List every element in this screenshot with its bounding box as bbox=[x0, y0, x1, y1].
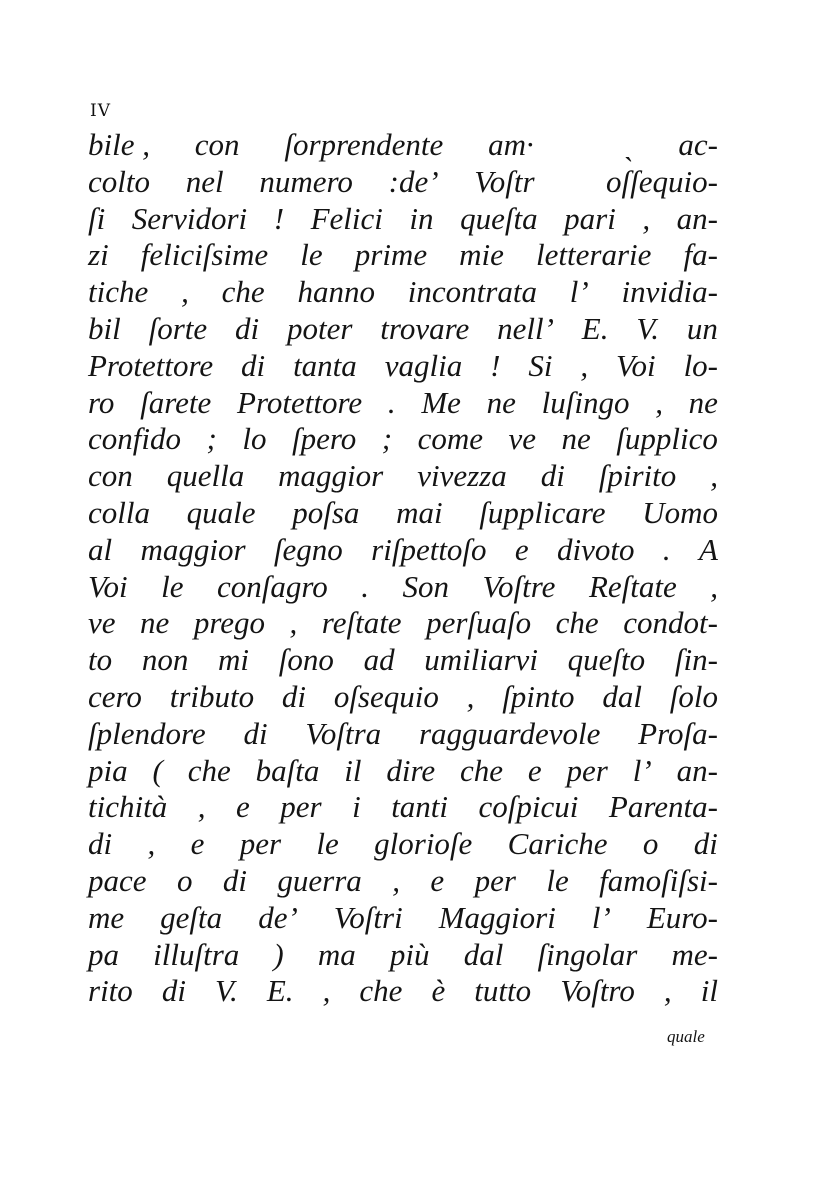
word: ſolo bbox=[669, 678, 718, 714]
word: vivezza bbox=[417, 458, 507, 494]
word: ſono bbox=[278, 642, 334, 678]
word: hanno bbox=[297, 274, 375, 310]
word: ſplendore bbox=[88, 715, 206, 751]
word: illuſtra bbox=[153, 936, 240, 972]
word: , bbox=[655, 384, 663, 420]
word: Felici bbox=[310, 200, 383, 236]
word: Son bbox=[402, 568, 450, 604]
word: ˎ bbox=[623, 127, 634, 162]
word: , bbox=[289, 605, 298, 641]
text-line bbox=[88, 348, 718, 385]
word: , bbox=[392, 862, 400, 898]
word: di bbox=[243, 715, 268, 751]
word: un bbox=[686, 310, 718, 346]
word: A bbox=[699, 531, 718, 567]
word: in bbox=[409, 200, 434, 236]
word: tichità bbox=[88, 789, 168, 825]
word: ſin- bbox=[674, 642, 718, 678]
word: che bbox=[187, 752, 231, 788]
word: divoto bbox=[557, 531, 635, 567]
word: l’ bbox=[591, 899, 611, 935]
word: di bbox=[88, 826, 113, 862]
word: dire bbox=[386, 752, 436, 788]
word: feliciſsime bbox=[140, 237, 269, 273]
word: . bbox=[387, 384, 396, 420]
word: le bbox=[546, 862, 569, 898]
text-line bbox=[88, 863, 718, 900]
word: ſorte bbox=[148, 310, 208, 346]
word: ) bbox=[273, 936, 284, 972]
word: l’ bbox=[632, 752, 652, 788]
word: Euro- bbox=[646, 899, 718, 935]
word: reſtate bbox=[321, 605, 402, 641]
word: bile , bbox=[88, 127, 150, 162]
word: le bbox=[300, 237, 323, 273]
word: o bbox=[176, 862, 193, 898]
word: conſagro bbox=[217, 568, 328, 604]
word: letterarie bbox=[536, 237, 652, 273]
word: pa bbox=[88, 936, 119, 972]
word: ac- bbox=[678, 127, 718, 162]
word: lo- bbox=[683, 347, 718, 383]
word: come bbox=[417, 421, 483, 457]
word: tributo bbox=[169, 678, 255, 714]
word: tiche bbox=[88, 274, 149, 310]
word: Voſtra bbox=[305, 715, 382, 751]
word: ad bbox=[363, 642, 395, 678]
word: ve bbox=[508, 421, 537, 457]
text-line bbox=[88, 127, 718, 164]
word: riſpettoſo bbox=[371, 531, 487, 567]
word: o bbox=[642, 826, 659, 862]
word: , bbox=[147, 826, 156, 862]
word: Uomo bbox=[642, 494, 718, 530]
catchword: quale bbox=[667, 1027, 705, 1046]
word: dal bbox=[463, 936, 504, 972]
word: tanta bbox=[293, 347, 357, 383]
body-text bbox=[88, 127, 718, 1010]
word: , bbox=[663, 973, 672, 1009]
word: famoſiſsi- bbox=[599, 862, 718, 898]
text-line bbox=[88, 642, 718, 679]
word: Voſtre bbox=[482, 568, 556, 604]
word: ve bbox=[88, 605, 116, 641]
word: coſpicui bbox=[478, 789, 579, 825]
text-line bbox=[88, 679, 718, 716]
text-line bbox=[88, 937, 718, 974]
text-line bbox=[88, 826, 718, 863]
word: ſpirito bbox=[598, 458, 677, 494]
word: è bbox=[431, 973, 446, 1009]
word: ro bbox=[88, 384, 115, 420]
text-line bbox=[88, 789, 718, 826]
word: poter bbox=[287, 310, 353, 346]
word: de’ bbox=[258, 899, 298, 935]
word: Voi bbox=[616, 347, 656, 383]
word: pia bbox=[88, 752, 128, 788]
word: le bbox=[316, 826, 339, 862]
word: lo bbox=[242, 421, 267, 457]
word: ſorprendente bbox=[284, 127, 444, 162]
word: più bbox=[389, 936, 430, 972]
word: che bbox=[460, 752, 504, 788]
word: , bbox=[322, 973, 331, 1009]
word: nel bbox=[185, 163, 224, 199]
word: con bbox=[194, 127, 240, 162]
word: vaglia bbox=[384, 347, 463, 383]
word: di bbox=[540, 458, 565, 494]
word: che bbox=[221, 274, 265, 310]
word: e bbox=[190, 826, 205, 862]
word: ſpero bbox=[291, 421, 357, 457]
word: , bbox=[466, 678, 475, 714]
word: prego bbox=[193, 605, 266, 641]
word: luſingo bbox=[541, 384, 630, 420]
word: Maggiori bbox=[438, 899, 556, 935]
word: e bbox=[430, 862, 445, 898]
word: ne bbox=[561, 421, 591, 457]
text-line bbox=[88, 753, 718, 790]
word: di bbox=[161, 973, 186, 1009]
word: per bbox=[239, 826, 282, 862]
word: il bbox=[344, 752, 362, 788]
text-line bbox=[88, 605, 718, 642]
word: condot- bbox=[623, 605, 718, 641]
word: invidia- bbox=[621, 274, 718, 310]
word: nell’ bbox=[497, 310, 554, 346]
text-line bbox=[88, 274, 718, 311]
word: queſta bbox=[460, 200, 538, 236]
word: di bbox=[235, 310, 260, 346]
word: ( bbox=[152, 752, 163, 788]
word: zi bbox=[88, 237, 109, 273]
word: pari bbox=[564, 200, 616, 236]
word: guerra bbox=[277, 862, 362, 898]
word: bil bbox=[88, 310, 121, 346]
text-line bbox=[88, 532, 718, 569]
word: pace bbox=[88, 862, 147, 898]
word: Protettore bbox=[88, 347, 214, 383]
word: ; bbox=[381, 421, 393, 457]
word: di bbox=[693, 826, 718, 862]
text-line bbox=[88, 201, 718, 238]
word: mi bbox=[218, 642, 250, 678]
word: V. bbox=[215, 973, 238, 1009]
word: e bbox=[527, 752, 542, 788]
word: Reſtate bbox=[588, 568, 677, 604]
word: me bbox=[88, 899, 125, 935]
text-line bbox=[88, 385, 718, 422]
word: :de’ bbox=[388, 163, 439, 199]
word: per bbox=[280, 789, 322, 825]
word: quella bbox=[166, 458, 245, 494]
word: ; bbox=[206, 421, 217, 457]
word: tutto bbox=[474, 973, 532, 1009]
word: Cariche bbox=[507, 826, 608, 862]
word: ! bbox=[273, 200, 285, 236]
text-line bbox=[88, 716, 718, 753]
word: Protettore bbox=[237, 384, 363, 420]
word: ſegno bbox=[273, 531, 343, 567]
word: Me bbox=[421, 384, 461, 420]
word: colto bbox=[88, 163, 150, 199]
text-line bbox=[88, 164, 718, 201]
word: ſarete bbox=[140, 384, 212, 420]
word: i bbox=[352, 789, 361, 825]
word: to bbox=[88, 642, 113, 678]
word: ſingolar bbox=[537, 936, 638, 972]
word: non bbox=[141, 642, 189, 678]
word: Proſa- bbox=[638, 715, 718, 751]
word: che bbox=[555, 605, 599, 641]
word: ne bbox=[486, 384, 516, 420]
word: rito bbox=[88, 973, 133, 1009]
word: l’ bbox=[569, 274, 589, 310]
word: prime bbox=[354, 237, 428, 273]
text-line bbox=[88, 421, 718, 458]
text-line bbox=[88, 569, 718, 606]
word: Voſtro bbox=[560, 973, 635, 1009]
word: che bbox=[359, 973, 403, 1009]
page-number: IV bbox=[90, 101, 111, 121]
word: al bbox=[88, 531, 113, 567]
word: oſſequio- bbox=[606, 163, 718, 199]
word: V. bbox=[636, 310, 660, 346]
word: di bbox=[281, 678, 307, 714]
word: Si bbox=[528, 347, 553, 383]
word: trovare bbox=[380, 310, 470, 346]
word: , bbox=[710, 568, 718, 604]
text-line bbox=[88, 900, 718, 937]
word: il bbox=[700, 973, 718, 1009]
word: oſsequio bbox=[333, 678, 439, 714]
word: , bbox=[181, 274, 189, 310]
word: ſpinto bbox=[502, 678, 575, 714]
word: perſuaſo bbox=[426, 605, 532, 641]
word: . bbox=[361, 568, 370, 604]
word: ſi bbox=[88, 200, 106, 236]
word: E. bbox=[266, 973, 294, 1009]
word: , bbox=[197, 789, 206, 825]
word: Parenta- bbox=[608, 789, 718, 825]
word: umiliarvi bbox=[424, 642, 538, 678]
word: tanti bbox=[391, 789, 449, 825]
word: geſta bbox=[160, 899, 223, 935]
word: mie bbox=[459, 237, 504, 273]
word: ragguardevole bbox=[418, 715, 601, 751]
word: mai bbox=[396, 494, 443, 530]
word: le bbox=[161, 568, 184, 604]
word: di bbox=[222, 862, 247, 898]
word: ma bbox=[317, 936, 356, 972]
word: confido bbox=[88, 421, 181, 457]
word: Voſtri bbox=[333, 899, 403, 935]
word: Voſtr bbox=[474, 163, 535, 199]
word: Servidori bbox=[131, 200, 248, 236]
word: ſupplico bbox=[616, 421, 718, 457]
word: ! bbox=[490, 347, 501, 383]
word: e bbox=[235, 789, 250, 825]
word: incontrata bbox=[407, 274, 537, 310]
word: con bbox=[88, 458, 133, 494]
word: dal bbox=[602, 678, 642, 714]
word: per bbox=[566, 752, 608, 788]
word: an- bbox=[676, 200, 718, 236]
word: , bbox=[642, 200, 651, 236]
word: am· bbox=[488, 127, 534, 162]
word: me- bbox=[671, 936, 718, 972]
word: queſto bbox=[567, 642, 646, 678]
word: baſta bbox=[255, 752, 320, 788]
word: glorioſe bbox=[374, 826, 473, 862]
word: Voi bbox=[88, 568, 128, 604]
word: , bbox=[580, 347, 589, 383]
word: ne bbox=[688, 384, 718, 420]
text-line bbox=[88, 495, 718, 532]
word: ne bbox=[140, 605, 170, 641]
word: an- bbox=[676, 752, 718, 788]
word: maggior bbox=[278, 458, 384, 494]
word: fa- bbox=[683, 237, 718, 273]
text-line bbox=[88, 973, 718, 1010]
word: numero bbox=[259, 163, 353, 199]
word: per bbox=[474, 862, 516, 898]
text-line bbox=[88, 237, 718, 274]
text-line bbox=[88, 458, 718, 495]
word: e bbox=[514, 531, 529, 567]
word: . bbox=[662, 531, 671, 567]
word: poſsa bbox=[292, 494, 360, 530]
word: E. bbox=[581, 310, 609, 346]
word: ſupplicare bbox=[479, 494, 606, 530]
text-line bbox=[88, 311, 718, 348]
word: cero bbox=[88, 678, 142, 714]
word: , bbox=[710, 458, 718, 494]
word: colla bbox=[88, 494, 150, 530]
word: di bbox=[241, 347, 266, 383]
word: maggior bbox=[140, 531, 246, 567]
word: quale bbox=[186, 494, 256, 530]
